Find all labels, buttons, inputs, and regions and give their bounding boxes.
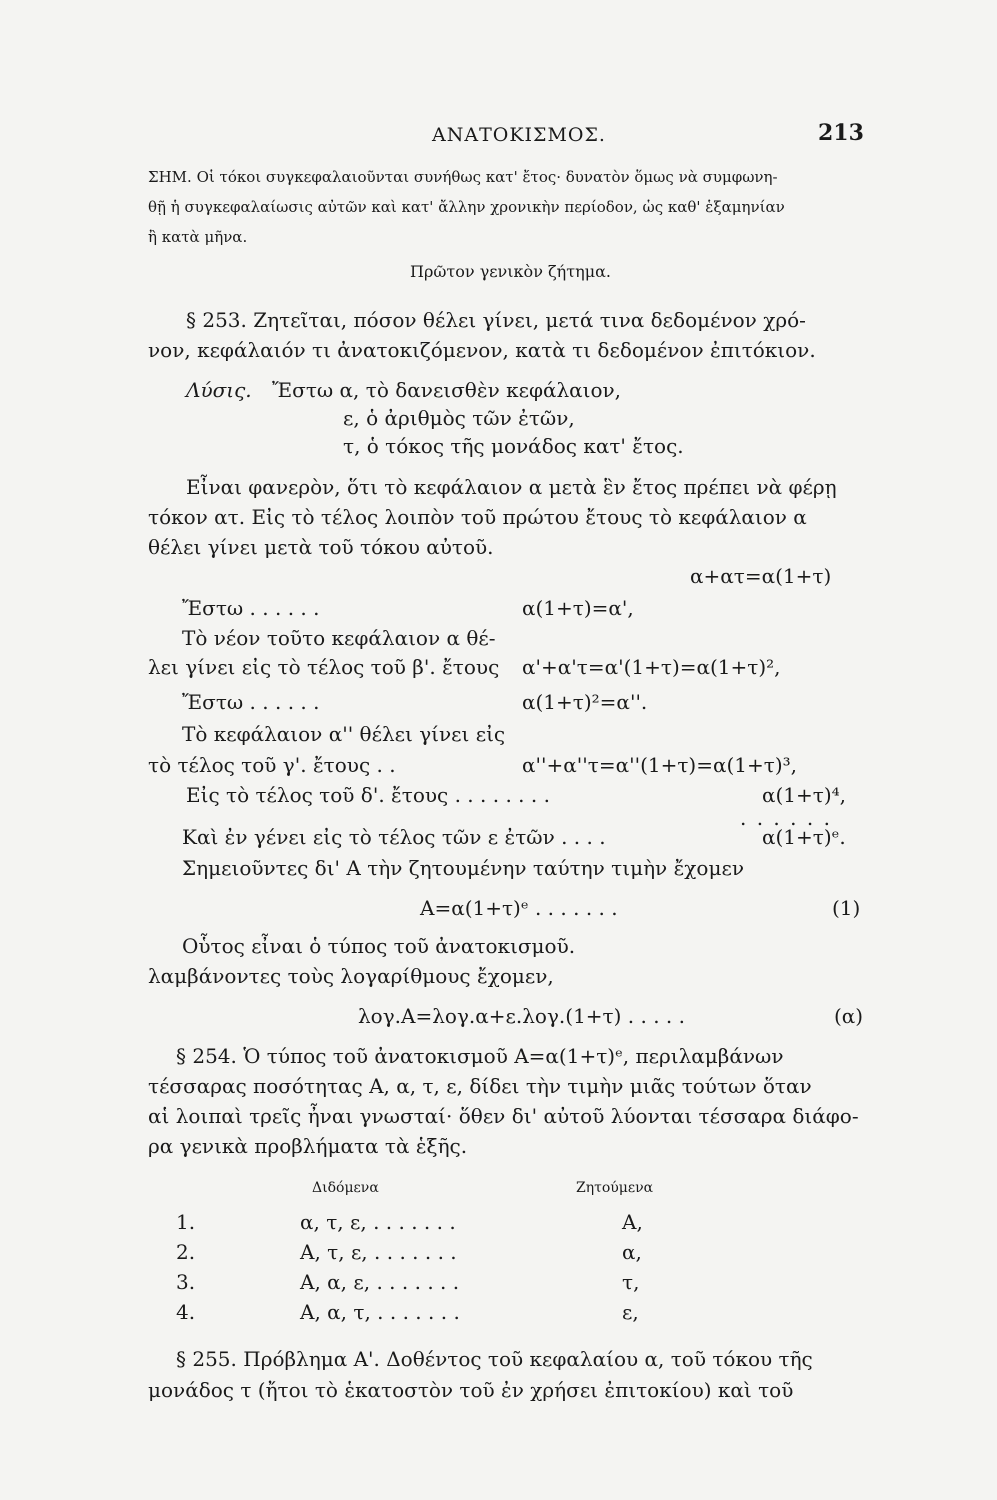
derivation-text: Τὸ νέον τοῦτο κεφάλαιον α θέ- [182, 626, 496, 650]
equation: α''+α''τ=α''(1+τ)=α(1+τ)³, [522, 753, 798, 777]
table-row-number: 2. [176, 1240, 196, 1264]
definition-line: τ, ὁ τόκος τῆς μονάδος κατ' ἔτος. [343, 434, 684, 458]
equation: α'+α'τ=α'(1+τ)=α(1+τ)², [522, 655, 781, 679]
paragraph-line: τόκον ατ. Εἰς τὸ τέλος λοιπὸν τοῦ πρώτου ἔτους τὸ κεφάλαιον α [148, 505, 807, 529]
equation: α+ατ=α(1+τ) [690, 564, 832, 588]
definition-line: ε, ὁ ἀριθμὸς τῶν ἐτῶν, [343, 406, 575, 430]
dots-separator: . . . . . . [740, 806, 832, 830]
table-row-number: 3. [176, 1270, 196, 1294]
table-row-number: 1. [176, 1210, 196, 1234]
table-cell-given: Α, α, τ, . . . . . . . [300, 1300, 460, 1324]
derivation-text: Οὗτος εἶναι ὁ τύπος τοῦ ἀνατοκισμοῦ. [182, 934, 576, 958]
paragraph-line: § 254. Ὁ τύπος τοῦ ἀνατοκισμοῦ Α=α(1+τ)ᵉ, περιλαμβάνων [176, 1044, 784, 1068]
derivation-label: Ἔστω . . . . . . [182, 690, 320, 714]
paragraph-line: § 253. Ζητεῖται, πόσον θέλει γίνει, μετά τινα δεδομένον χρό- [186, 308, 806, 332]
note-line: ἢ κατὰ μῆνα. [148, 228, 248, 246]
equation: α(1+τ)⁴, [762, 783, 847, 807]
paragraph-line: Εἶναι φανερὸν, ὅτι τὸ κεφάλαιον α μετὰ ἓν ἔτος πρέπει νὰ φέρῃ [186, 475, 837, 499]
derivation-text: τὸ τέλος τοῦ γ'. ἔτους . . [148, 753, 396, 777]
table-cell-sought: ε, [622, 1300, 639, 1324]
running-title: ΑΝΑΤΟΚΙΣΜΟΣ. [432, 124, 606, 146]
table-cell-given: Α, τ, ε, . . . . . . . [300, 1240, 457, 1264]
paragraph-line: αἱ λοιπαὶ τρεῖς ἦναι γνωσταί· ὅθεν δι' αὐτοῦ λύονται τέσσαρα διάφο- [148, 1104, 859, 1128]
paragraph-line: θέλει γίνει μετὰ τοῦ τόκου αὐτοῦ. [148, 535, 494, 559]
note-line: ΣΗΜ. Οἱ τόκοι συγκεφαλαιοῦνται συνήθως κατ' ἔτος· δυνατὸν ὅμως νὰ συμφωνη- [148, 168, 778, 186]
table-cell-sought: α, [622, 1240, 642, 1264]
paragraph-line: νον, κεφάλαιόν τι ἀνατοκιζόμενον, κατὰ τι δεδομένον ἐπιτόκιον. [148, 338, 816, 362]
derivation-text: Εἰς τὸ τέλος τοῦ δ'. ἔτους . . . . . . . . [186, 783, 550, 807]
table-cell-sought: Α, [622, 1210, 643, 1234]
derivation-text: λαμβάνοντες τοὺς λογαρίθμους ἔχομεν, [148, 964, 554, 988]
page-number: 213 [818, 120, 864, 146]
paragraph-line: ρα γενικὰ προβλήματα τὰ ἑξῆς. [148, 1134, 468, 1158]
paragraph-line: § 255. Πρόβλημα Α'. Δοθέντος τοῦ κεφαλαίου α, τοῦ τόκου τῆς [176, 1347, 813, 1371]
equation: α(1+τ)ᵉ. [762, 825, 846, 849]
definition-line: Ἔστω α, τὸ δανεισθὲν κεφάλαιον, [272, 378, 622, 402]
derivation-text: Καὶ ἐν γένει εἰς τὸ τέλος τῶν ε ἐτῶν . . . . [182, 825, 606, 849]
table-header-sought: Ζητούμενα [576, 1180, 654, 1196]
table-cell-sought: τ, [622, 1270, 640, 1294]
section-title: Πρῶτον γενικὸν ζήτημα. [410, 262, 611, 281]
paragraph-line: τέσσαρας ποσότητας Α, α, τ, ε, δίδει τὴν τιμὴν μιᾶς τούτων ὅταν [148, 1074, 812, 1098]
table-header-given: Διδόμενα [312, 1180, 379, 1196]
main-formula: Α=α(1+τ)ᵉ . . . . . . . [420, 896, 618, 920]
solution-label: Λύσις. [186, 378, 252, 402]
log-formula: λογ.Α=λογ.α+ε.λογ.(1+τ) . . . . . [358, 1004, 685, 1028]
equation: α(1+τ)=α', [522, 596, 634, 620]
derivation-text: Σημειοῦντες δι' Α τὴν ζητουμένην ταύτην τιμὴν ἔχομεν [182, 856, 744, 880]
derivation-text: λει γίνει εἰς τὸ τέλος τοῦ β'. ἔτους [148, 655, 500, 679]
formula-tag: (α) [834, 1004, 864, 1028]
table-cell-given: Α, α, ε, . . . . . . . [300, 1270, 460, 1294]
note-line: θῇ ἡ συγκεφαλαίωσις αὐτῶν καὶ κατ' ἄλλην χρονικὴν περίοδον, ὡς καθ' ἑξαμηνίαν [148, 198, 785, 216]
paragraph-line: μονάδος τ (ἤτοι τὸ ἑκατοστὸν τοῦ ἐν χρήσει ἐπιτοκίου) καὶ τοῦ [148, 1378, 794, 1402]
equation: α(1+τ)²=α''. [522, 690, 648, 714]
derivation-text: Τὸ κεφάλαιον α'' θέλει γίνει εἰς [182, 722, 506, 746]
table-row-number: 4. [176, 1300, 196, 1324]
derivation-label: Ἔστω . . . . . . [182, 596, 320, 620]
table-cell-given: α, τ, ε, . . . . . . . [300, 1210, 456, 1234]
formula-tag: (1) [832, 896, 861, 920]
